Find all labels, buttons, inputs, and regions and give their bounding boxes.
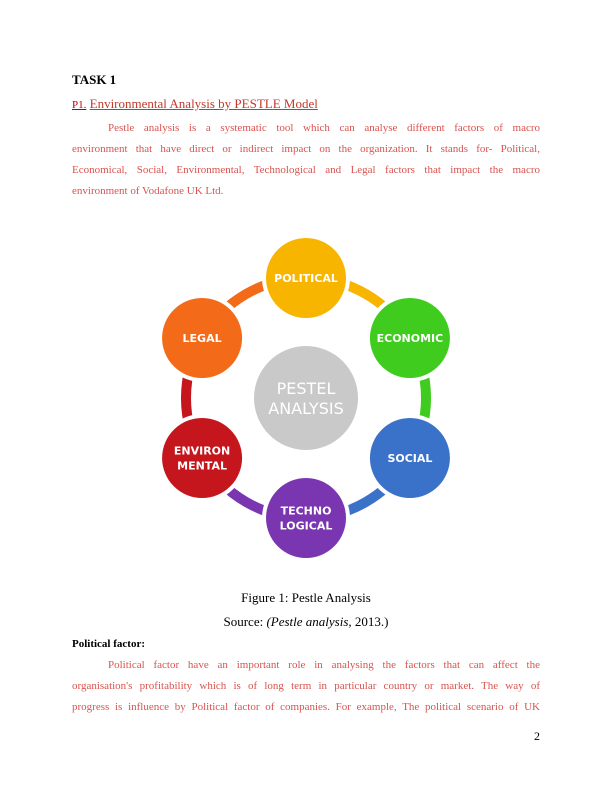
- figure-caption: Figure 1: Pestle Analysis: [241, 590, 371, 605]
- node-circle: [162, 418, 242, 498]
- node-label: MENTAL: [177, 459, 227, 473]
- section-heading: [72, 96, 318, 112]
- intro-paragraph: [72, 118, 540, 202]
- node-label: LOGICAL: [279, 519, 333, 533]
- source-prefix: Source:: [223, 614, 267, 629]
- node-label: SOCIAL: [387, 452, 433, 465]
- task-heading: TASK 1: [72, 72, 117, 87]
- political-paragraph: [72, 655, 540, 718]
- political-factor-heading: Political factor:: [72, 638, 145, 650]
- node-label: TECHNO: [280, 504, 332, 518]
- node-label: ECONOMIC: [376, 332, 444, 345]
- source-italic: (Pestle analysis,: [266, 614, 352, 629]
- source-suffix: 2013.): [351, 614, 389, 629]
- intro-line: environment that have direct or indirect impact on the organization. It stands for- Political,: [72, 143, 540, 155]
- node-label: POLITICAL: [274, 272, 338, 285]
- pestel-diagram: [162, 236, 450, 560]
- political-line: organisation's profitability which is of long term in particular country or market. The way of: [72, 680, 540, 692]
- political-line: progress is influence by Political factor of companies. For example, The political scenario of UK: [72, 701, 540, 713]
- node-label: LEGAL: [182, 332, 222, 345]
- node-circle: [266, 478, 346, 558]
- center-label: ANALYSIS: [268, 399, 344, 418]
- figure-source: [0, 614, 612, 630]
- political-line: Political factor have an important role in analysing the factors that can affect the: [108, 659, 540, 671]
- node-label: ENVIRON: [173, 444, 231, 458]
- intro-line: Economical, Social, Environmental, Technological and Legal factors that impact the macro: [72, 164, 540, 176]
- section-number: P1.: [72, 99, 87, 111]
- center-label: PESTEL: [276, 379, 336, 398]
- section-title: Environmental Analysis by PESTLE Model: [89, 96, 318, 111]
- page-number: 2: [534, 729, 540, 743]
- intro-line: environment of Vodafone UK Ltd.: [72, 185, 224, 197]
- pestel-diagram-svg: [162, 236, 450, 560]
- intro-line: Pestle analysis is a systematic tool which can analyse different factors of macro: [108, 122, 540, 134]
- center-circle: [254, 346, 358, 450]
